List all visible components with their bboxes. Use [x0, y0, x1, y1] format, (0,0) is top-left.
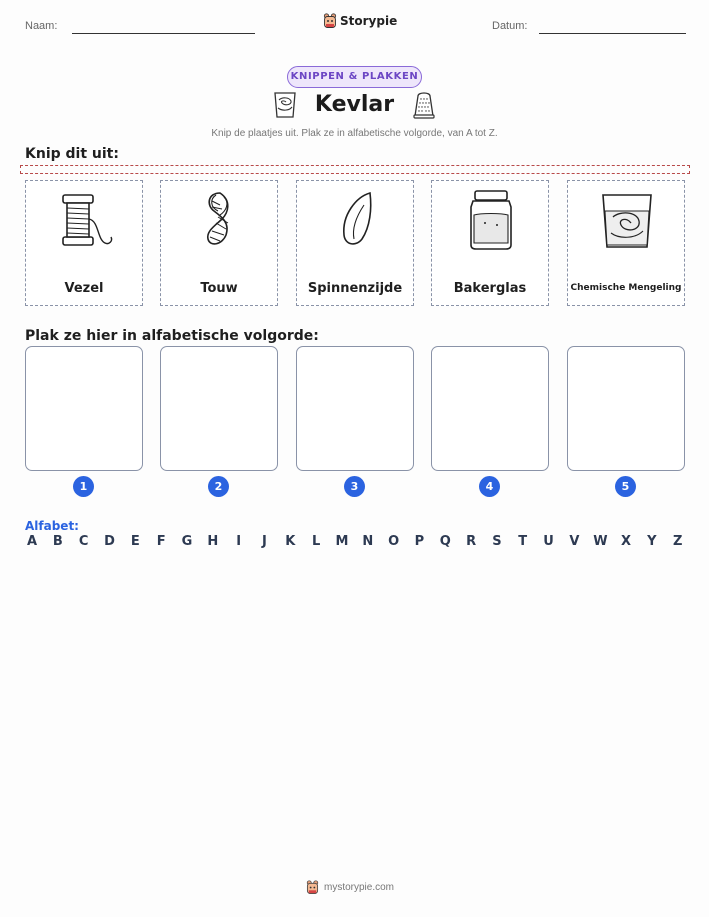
mixing-glass-icon [597, 189, 657, 251]
alphabet-letter: G [181, 534, 193, 549]
paste-box-1[interactable] [25, 346, 143, 471]
alphabet-letter: X [621, 534, 632, 549]
alphabet-letter: K [285, 534, 296, 549]
number-badge-2: 2 [208, 476, 229, 497]
storypie-logo [323, 13, 397, 29]
paste-box-4[interactable] [431, 346, 549, 471]
brand-name: Storypie [340, 14, 398, 28]
card-label: Spinnenzijde [307, 281, 403, 296]
alphabet-letter: I [236, 534, 242, 549]
alphabet-letter: T [518, 534, 528, 549]
alphabet-letter: L [311, 534, 321, 549]
alphabet-letter: Y [647, 534, 657, 549]
storypie-mascot-icon [306, 880, 319, 895]
cut-card-2[interactable] [160, 180, 278, 306]
alphabet-letter: D [104, 534, 115, 549]
alphabet-row [25, 534, 685, 549]
storypie-mascot-icon [323, 13, 337, 29]
alphabet-letter: W [593, 534, 608, 549]
thread-spool-icon [55, 189, 115, 251]
alphabet-letter: Z [672, 534, 683, 549]
number-badge-3: 3 [344, 476, 365, 497]
alphabet-letter: V [569, 534, 580, 549]
alphabet-letter: M [335, 534, 349, 549]
cut-strip[interactable] [20, 165, 690, 174]
thimble-icon [412, 90, 436, 120]
alphabet-letter: A [26, 534, 38, 549]
silk-drop-icon [326, 189, 386, 251]
number-badge-5: 5 [615, 476, 636, 497]
paste-box-2[interactable] [160, 346, 278, 471]
cut-card-1[interactable] [25, 180, 143, 306]
alphabet-letter: F [156, 534, 166, 549]
alphabet-letter: P [414, 534, 425, 549]
paste-section-title: Plak ze hier in alfabetische volgorde: [25, 328, 319, 344]
page-title: Kevlar [314, 92, 395, 117]
jar-icon [461, 189, 521, 251]
date-label: Datum: [492, 20, 528, 32]
cut-card-5[interactable] [567, 180, 685, 306]
footer [306, 880, 394, 895]
date-line [539, 33, 686, 34]
cut-card-3[interactable] [296, 180, 414, 306]
alphabet-title: Alfabet: [25, 519, 79, 533]
name-line [72, 33, 255, 34]
number-badge-1: 1 [73, 476, 94, 497]
alphabet-letter: B [52, 534, 63, 549]
alphabet-letter: N [362, 534, 374, 549]
alphabet-letter: U [543, 534, 554, 549]
footer-link[interactable]: mystorypie.com [324, 882, 395, 893]
alphabet-letter: R [466, 534, 477, 549]
card-label: Chemische Mengeling [570, 283, 682, 293]
name-label: Naam: [25, 20, 58, 32]
number-badge-4: 4 [479, 476, 500, 497]
card-label: Touw [200, 281, 238, 296]
cut-card-4[interactable] [431, 180, 549, 306]
alphabet-letter: H [207, 534, 219, 549]
alphabet-letter: E [130, 534, 140, 549]
alphabet-letter: S [492, 534, 502, 549]
alphabet-letter: J [262, 534, 267, 549]
rope-icon [190, 189, 250, 251]
alphabet-letter: O [388, 534, 400, 549]
paste-box-5[interactable] [567, 346, 685, 471]
alphabet-letter: Q [439, 534, 451, 549]
paste-box-3[interactable] [296, 346, 414, 471]
card-label: Vezel [64, 281, 104, 296]
instructions: Knip de plaatjes uit. Plak ze in alfabetische volgorde, van A tot Z. [211, 128, 498, 139]
alphabet-letter: C [78, 534, 89, 549]
card-label: Bakerglas [453, 281, 527, 296]
activity-badge: KNIPPEN & PLAKKEN [287, 66, 422, 88]
cut-section-title: Knip dit uit: [25, 146, 119, 162]
